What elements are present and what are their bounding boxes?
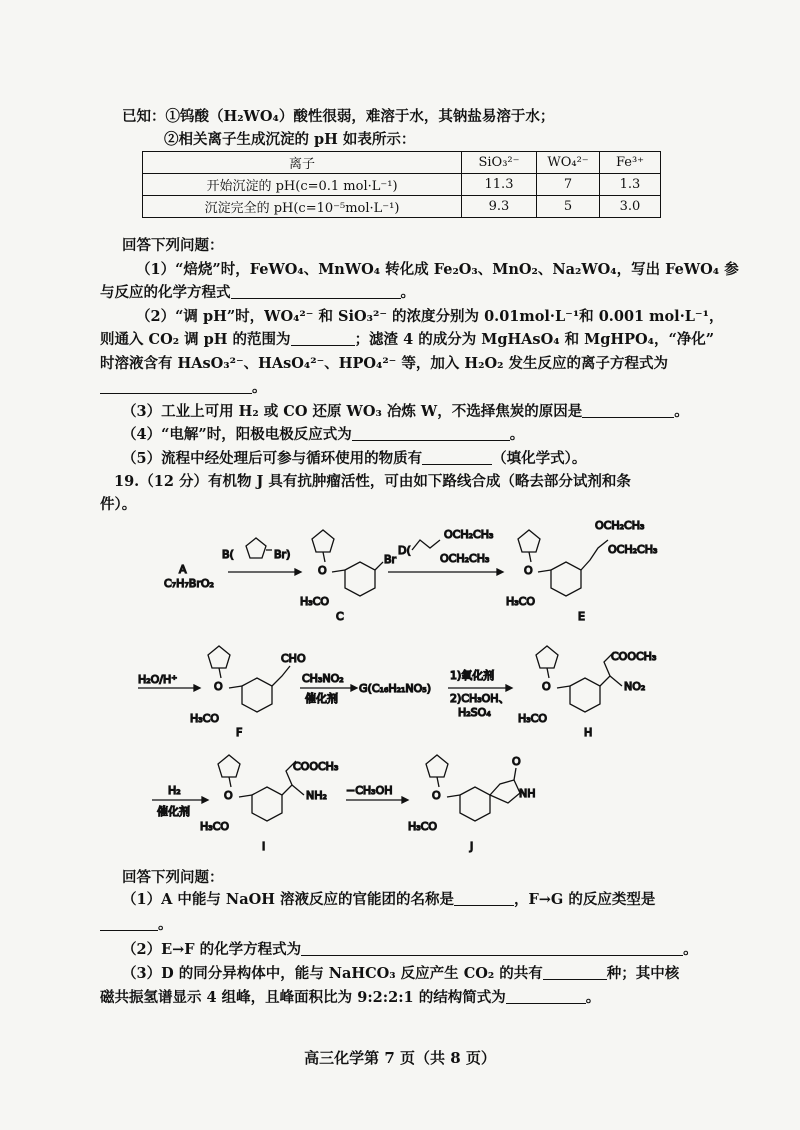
cyclopentyl-ring — [518, 530, 540, 552]
bond-line — [219, 668, 221, 678]
benzene-ring — [345, 562, 375, 596]
methoxy-label: H₃CO — [300, 595, 330, 608]
q18-part3-end: 。 — [674, 403, 689, 420]
cyclopentyl-ring — [218, 755, 240, 777]
table-cell: 7 — [537, 174, 600, 196]
methoxy-label: H₃CO — [190, 712, 220, 725]
bond-line — [538, 570, 551, 572]
compound-f-label: F — [236, 726, 243, 739]
q18-part1-line1: （1）“焙烧”时，FeWO₄、MnWO₄ 转化成 Fe₂O₃、MnO₂、Na₂WO₄，写出 FeWO₄ 参 — [136, 261, 739, 278]
arrow-head — [295, 569, 301, 575]
q18-part3-text: （3）工业上可用 H₂ 或 CO 还原 WO₃ 冶炼 W，不选择焦炭的原因是 — [122, 403, 583, 420]
bond-line — [514, 768, 516, 780]
answer-blank[interactable] — [454, 891, 514, 906]
table-cell: 1.3 — [600, 174, 661, 196]
q19-part1-line — [122, 890, 655, 910]
ester-label: COOCH₃ — [293, 760, 339, 773]
table-header-cell: SiO₃²⁻ — [462, 152, 537, 174]
cyclopentyl-ring — [208, 646, 230, 668]
q18-part4-text: （4）“电解”时，阳极电极反应式为 — [122, 426, 352, 443]
q19-answer-prompt: 回答下列问题： — [122, 869, 224, 886]
answer-blank[interactable] — [301, 941, 683, 956]
reagent-b-br: Br) — [274, 548, 291, 561]
reagent-d-prefix: D( — [398, 544, 411, 557]
reagent-nitromethane: CH₃NO₂ — [302, 672, 344, 685]
compound-j-label: J — [470, 840, 474, 853]
methoxy-label: H₃CO — [506, 595, 536, 608]
compound-a-label: A — [179, 563, 187, 576]
benzene-ring — [242, 678, 272, 712]
q19-part3b-end: 。 — [585, 989, 601, 1006]
known-line-2: ②相关离子生成沉淀的 pH 如表所示： — [164, 131, 416, 148]
answer-blank[interactable] — [543, 965, 607, 980]
bond-line — [229, 686, 242, 688]
q19-part3-line2 — [100, 988, 600, 1008]
ether-o: O — [224, 789, 233, 802]
bond-line — [557, 686, 570, 688]
benzene-ring — [570, 678, 600, 712]
ether-o: O — [524, 564, 533, 577]
q19-part3-post: 种；其中核 — [606, 965, 680, 982]
arrow-head — [402, 797, 408, 803]
answer-blank[interactable] — [100, 916, 158, 931]
page-footer: 高三化学第 7 页（共 8 页） — [304, 1049, 496, 1067]
arrow-head — [194, 685, 200, 691]
arrow-head — [506, 685, 512, 691]
bond-line — [292, 785, 304, 795]
known-line-1: 已知：①钨酸（H₂WO₄）酸性很弱，难溶于水，其钠盐易溶于水； — [122, 108, 555, 125]
compound-a-formula: C₇H₇BrO₂ — [164, 577, 214, 590]
cyclopentyl-ring — [312, 530, 334, 552]
reagent-h2o-h: H₂O/H⁺ — [138, 673, 178, 686]
table-cell: 5 — [537, 196, 600, 218]
q19-part2-line — [122, 940, 698, 960]
q19-part2-end: 。 — [683, 941, 698, 958]
table-cell: 开始沉淀的 pH(c=0.1 mol·L⁻¹) — [143, 174, 462, 196]
q19-part1-mid: ，F→G 的反应类型是 — [513, 891, 656, 908]
reagent-catalyst: 催化剂 — [157, 805, 190, 818]
bromo-label: Br — [384, 553, 397, 566]
table-header-cell: WO₄²⁻ — [537, 152, 600, 174]
carbonyl-o: O — [512, 755, 521, 768]
compound-i-label: I — [262, 840, 266, 853]
benzene-ring — [460, 787, 490, 821]
table-cell: 11.3 — [462, 174, 537, 196]
benzene-ring — [252, 787, 282, 821]
q19-part1-pre: （1）A 中能与 NaOH 溶液反应的官能团的名称是 — [122, 891, 454, 908]
ethoxy-label: OCH₂CH₃ — [444, 528, 494, 541]
amine-label: NH₂ — [306, 789, 327, 802]
q18-part5-text: （5）流程中经处理后可参与循环使用的物质有 — [122, 450, 423, 467]
q19-part1-end: 。 — [158, 916, 173, 933]
ether-o: O — [318, 564, 327, 577]
bond-line — [229, 777, 231, 787]
bond-line — [323, 552, 325, 562]
acetal-chain — [412, 540, 440, 550]
ethoxy-label: OCH₂CH₃ — [595, 519, 645, 532]
ethoxy-label: OCH₂CH₃ — [440, 552, 490, 565]
aldehyde-label: CHO — [281, 652, 306, 665]
q19-title-line1: 19.（12 分）有机物 J 具有抗肿瘤活性，可由如下路线合成（略去部分试剂和条 — [114, 473, 631, 490]
benzene-ring — [551, 562, 581, 596]
methoxy-label: H₃CO — [518, 712, 548, 725]
cyclopentyl-ring — [426, 755, 448, 777]
compound-c-label: C — [336, 610, 344, 623]
q18-answer-prompt: 回答下列问题： — [122, 237, 224, 254]
reagent-methanol: 2)CH₃OH、 — [450, 692, 510, 705]
q19-title-line2: 件）。 — [100, 496, 137, 513]
ether-o: O — [214, 680, 223, 693]
table-cell: 9.3 — [462, 196, 537, 218]
ether-o: O — [542, 680, 551, 693]
compound-e-label: E — [578, 610, 585, 623]
q18-part2-line3: 时溶液含有 HAsO₃²⁻、HAsO₄²⁻、HPO₄²⁻ 等，加入 H₂O₂ 发生反应的离子方程式为 — [100, 355, 669, 372]
bond-line — [375, 562, 383, 570]
q18-part1-end: 。 — [400, 284, 415, 301]
bond-line — [332, 570, 345, 572]
nitro-label: NO₂ — [624, 680, 646, 693]
q19-part1-line2 — [100, 915, 173, 935]
bond-line — [547, 668, 549, 678]
q18-part5-end: （填化学式）。 — [492, 450, 587, 467]
ethoxy-label: OCH₂CH₃ — [608, 543, 658, 556]
ester-label: COOCH₃ — [611, 650, 657, 663]
reagent-b-prefix: B( — [222, 548, 234, 561]
q18-part2-line1: （2）“调 pH”时，WO₄²⁻ 和 SiO₃²⁻ 的浓度分别为 0.01mol·L⁻¹和 0.001 mol·L⁻¹， — [136, 308, 724, 325]
bond-line — [447, 795, 460, 797]
answer-blank[interactable] — [506, 989, 586, 1004]
compound-g-formula: G(C₁₆H₂₁NO₅) — [359, 682, 431, 695]
pyrrolidinone-ring — [490, 780, 520, 803]
methoxy-label: H₃CO — [200, 820, 230, 833]
q19-part3-pre: （3）D 的同分异构体中，能与 NaHCO₃ 反应产生 CO₂ 的共有 — [122, 965, 543, 982]
bond-line — [437, 777, 439, 787]
q19-part3-line1 — [122, 964, 679, 984]
arrow-head — [351, 685, 357, 691]
q18-part2-end: 。 — [252, 379, 267, 396]
arrow-head — [202, 797, 208, 803]
allyl-chain — [581, 540, 608, 570]
table-cell: 沉淀完全的 pH(c=10⁻⁵mol·L⁻¹) — [143, 196, 462, 218]
table-header-cell: 离子 — [143, 152, 462, 174]
q18-part1-text: 与反应的化学方程式 — [100, 284, 231, 301]
reagent-catalyst: 催化剂 — [305, 692, 338, 705]
q18-part4-end: 。 — [509, 426, 525, 443]
reagent-sulfuric-acid: H₂SO₄ — [458, 706, 491, 719]
cyclopentyl-ring — [536, 646, 558, 668]
table-header-cell: Fe³⁺ — [600, 152, 661, 174]
q18-part2-pre: 则通入 CO₂ 调 pH 的范围为 — [100, 331, 291, 348]
table-cell: 3.0 — [600, 196, 661, 218]
reagent-oxidant: 1)氧化剂 — [450, 669, 495, 682]
cyclopentyl-ring — [246, 538, 266, 558]
ether-o: O — [432, 789, 441, 802]
q19-part2-text: （2）E→F 的化学方程式为 — [122, 941, 302, 958]
arrow-head — [497, 569, 503, 575]
bond-line — [239, 795, 252, 797]
propenal-chain — [272, 666, 290, 686]
bond-line — [610, 676, 622, 686]
q18-part2-post: ；滤渣 4 的成分为 MgHAsO₄ 和 MgHPO₄，“净化” — [354, 331, 715, 348]
lactam-nh: NH — [519, 787, 536, 800]
reagent-minus-methanol: −CH₃OH — [346, 784, 393, 797]
reagent-hydrogen: H₂ — [168, 784, 181, 797]
compound-h-label: H — [584, 726, 593, 739]
methoxy-label: H₃CO — [408, 820, 438, 833]
q19-part3b-text: 磁共振氢谱显示 4 组峰，且峰面积比为 9:2:2:1 的结构简式为 — [100, 989, 506, 1006]
bond-line — [529, 552, 531, 562]
